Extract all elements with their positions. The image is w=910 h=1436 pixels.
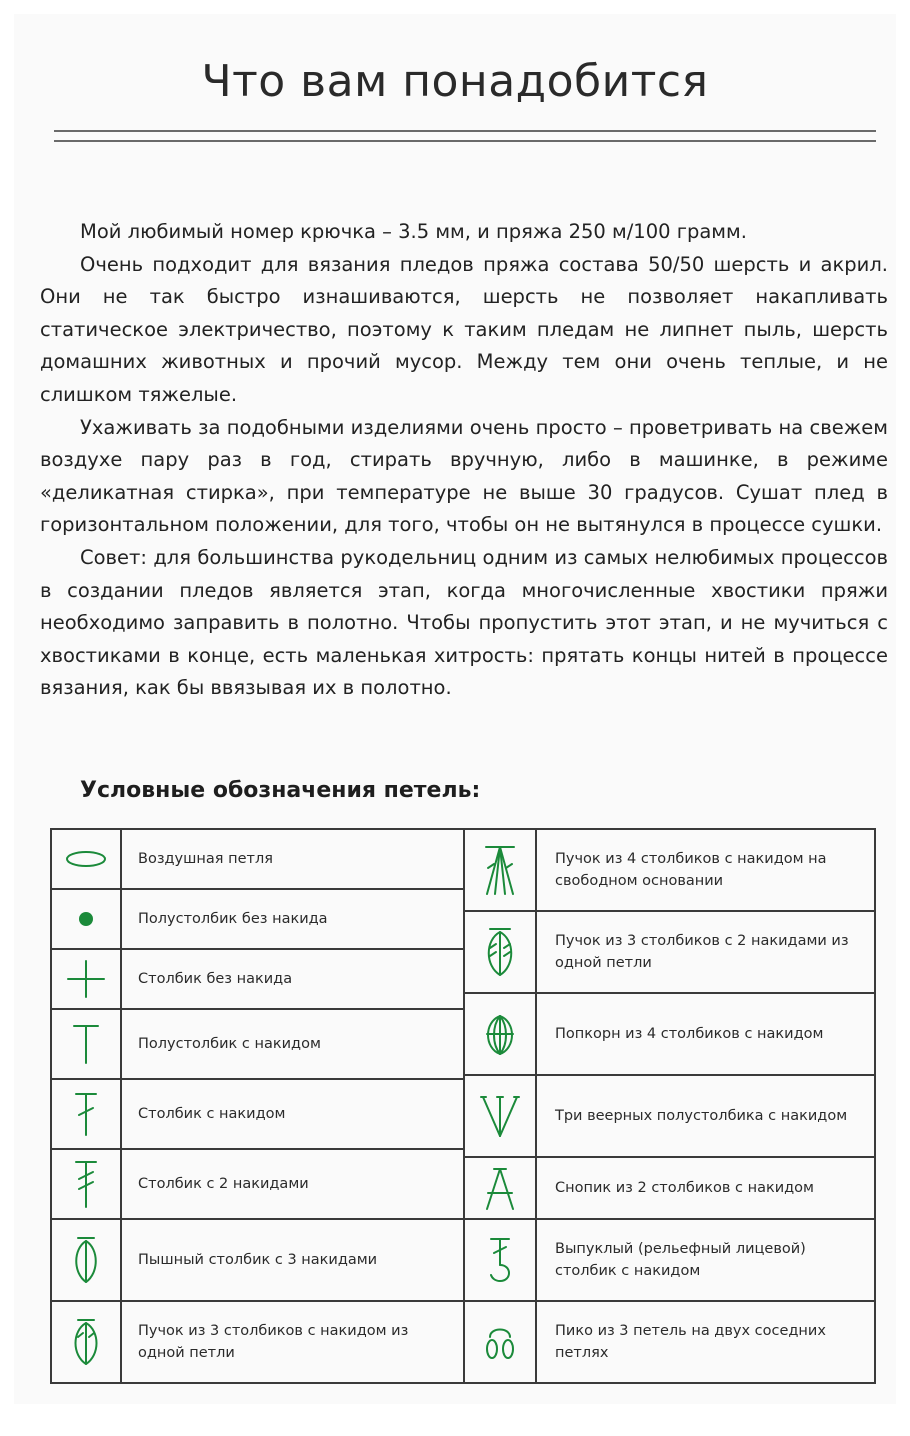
paragraph: Мой любимый номер крючка – 3.5 мм, и пряжа 250 м/100 грамм. <box>80 220 747 243</box>
legend-row <box>465 912 876 994</box>
body-text <box>40 216 888 705</box>
legend-row <box>52 1010 463 1080</box>
title-rule-bottom <box>54 140 876 142</box>
legend-row <box>52 1220 463 1302</box>
legend-row <box>465 1302 876 1382</box>
legend-column-left <box>52 830 463 1382</box>
legend-row <box>52 950 463 1010</box>
front-post-icon <box>484 1235 516 1285</box>
legend-label: Снопик из 2 столбиков с накидом <box>555 1180 814 1196</box>
v-fan-icon <box>480 1093 520 1139</box>
legend-label: Воздушная петля <box>138 851 273 867</box>
picot-icon <box>482 1323 518 1361</box>
cluster-4-open-base-icon <box>481 844 519 896</box>
paragraph: Совет: для большинства рукодельниц одним из самых нелюбимых процессов в создании пледов является этап, когда многочисленные хвостики пряжи необходимо заправить в полотно. Чтобы пропустить этот этап, и не мучиться с хвостиками в конце, есть маленькая хитрость: прятать концы нитей в процессе вязания, как бы ввязывая их в полотно. <box>40 545 888 700</box>
cluster-3-two-yo-icon <box>482 926 518 978</box>
legend-heading: Условные обозначения петель: <box>80 778 481 803</box>
t-half-double-icon <box>71 1023 101 1065</box>
legend-label: Столбик с 2 накидами <box>138 1176 309 1192</box>
legend-label: Столбик без накида <box>138 971 293 987</box>
legend-row <box>52 1150 463 1220</box>
legend-row <box>465 830 876 912</box>
legend-label: Выпуклый (рельефный лицевой) столбик с накидом <box>555 1241 806 1279</box>
legend-row <box>465 1076 876 1158</box>
paragraph: Очень подходит для вязания пледов пряжа состава 50/50 шерсть и акрил. Они не так быстро изнашиваются, шерсть не позволяет накапливать статическое электричество, поэтому к таким пледам не липнет пыль, шерсть домашних животных и прочий мусор. Между тем они очень теплые, и не слишком тяжелые. <box>40 252 888 406</box>
page-title: Что вам понадобится <box>201 56 709 107</box>
popcorn-icon <box>482 1012 518 1056</box>
legend-row <box>52 830 463 890</box>
plus-single-crochet-icon <box>66 959 106 999</box>
legend-label: Полустолбик без накида <box>138 911 328 927</box>
legend-label: Три веерных полустолбика с накидом <box>555 1108 848 1124</box>
legend-row <box>465 994 876 1076</box>
puff-stitch-icon <box>69 1235 103 1285</box>
legend-row <box>52 1302 463 1382</box>
legend-row <box>52 1080 463 1150</box>
legend-label: Пико из 3 петель на двух соседних петлях <box>555 1323 826 1361</box>
legend-label: Попкорн из 4 столбиков с накидом <box>555 1026 824 1042</box>
legend-label: Столбик с накидом <box>138 1106 286 1122</box>
legend-label: Пышный столбик с 3 накидами <box>138 1252 378 1268</box>
dot-slip-stitch-icon <box>76 909 96 929</box>
paragraph: Ухаживать за подобными изделиями очень просто – проветривать на свежем воздухе пару раз в год, стирать вручную, либо в машинке, в режиме «деликатная стирка», при температуре не выше 30 градусов. Сушат плед в горизонтальном положении, для того, чтобы он не вытянулся в процессе сушки. <box>40 415 888 537</box>
legend-row <box>52 890 463 950</box>
legend-row <box>465 1158 876 1220</box>
stitch-legend-table <box>50 828 876 1384</box>
legend-column-right <box>463 830 876 1382</box>
legend-label: Полустолбик с накидом <box>138 1036 321 1052</box>
sheaf-icon <box>482 1165 518 1211</box>
legend-row <box>465 1220 876 1302</box>
legend-label: Пучок из 3 столбиков с 2 накидами из одной петли <box>555 933 849 971</box>
legend-label: Пучок из 3 столбиков с накидом из одной петли <box>138 1323 409 1361</box>
t-double-crochet-icon <box>71 1091 101 1137</box>
title-rule-top <box>54 130 876 132</box>
oval-chain-icon <box>64 849 108 869</box>
cluster-3-one-loop-icon <box>69 1317 103 1367</box>
legend-label: Пучок из 4 столбиков с накидом на свободном основании <box>555 851 827 889</box>
t-treble-crochet-icon <box>71 1159 101 1209</box>
